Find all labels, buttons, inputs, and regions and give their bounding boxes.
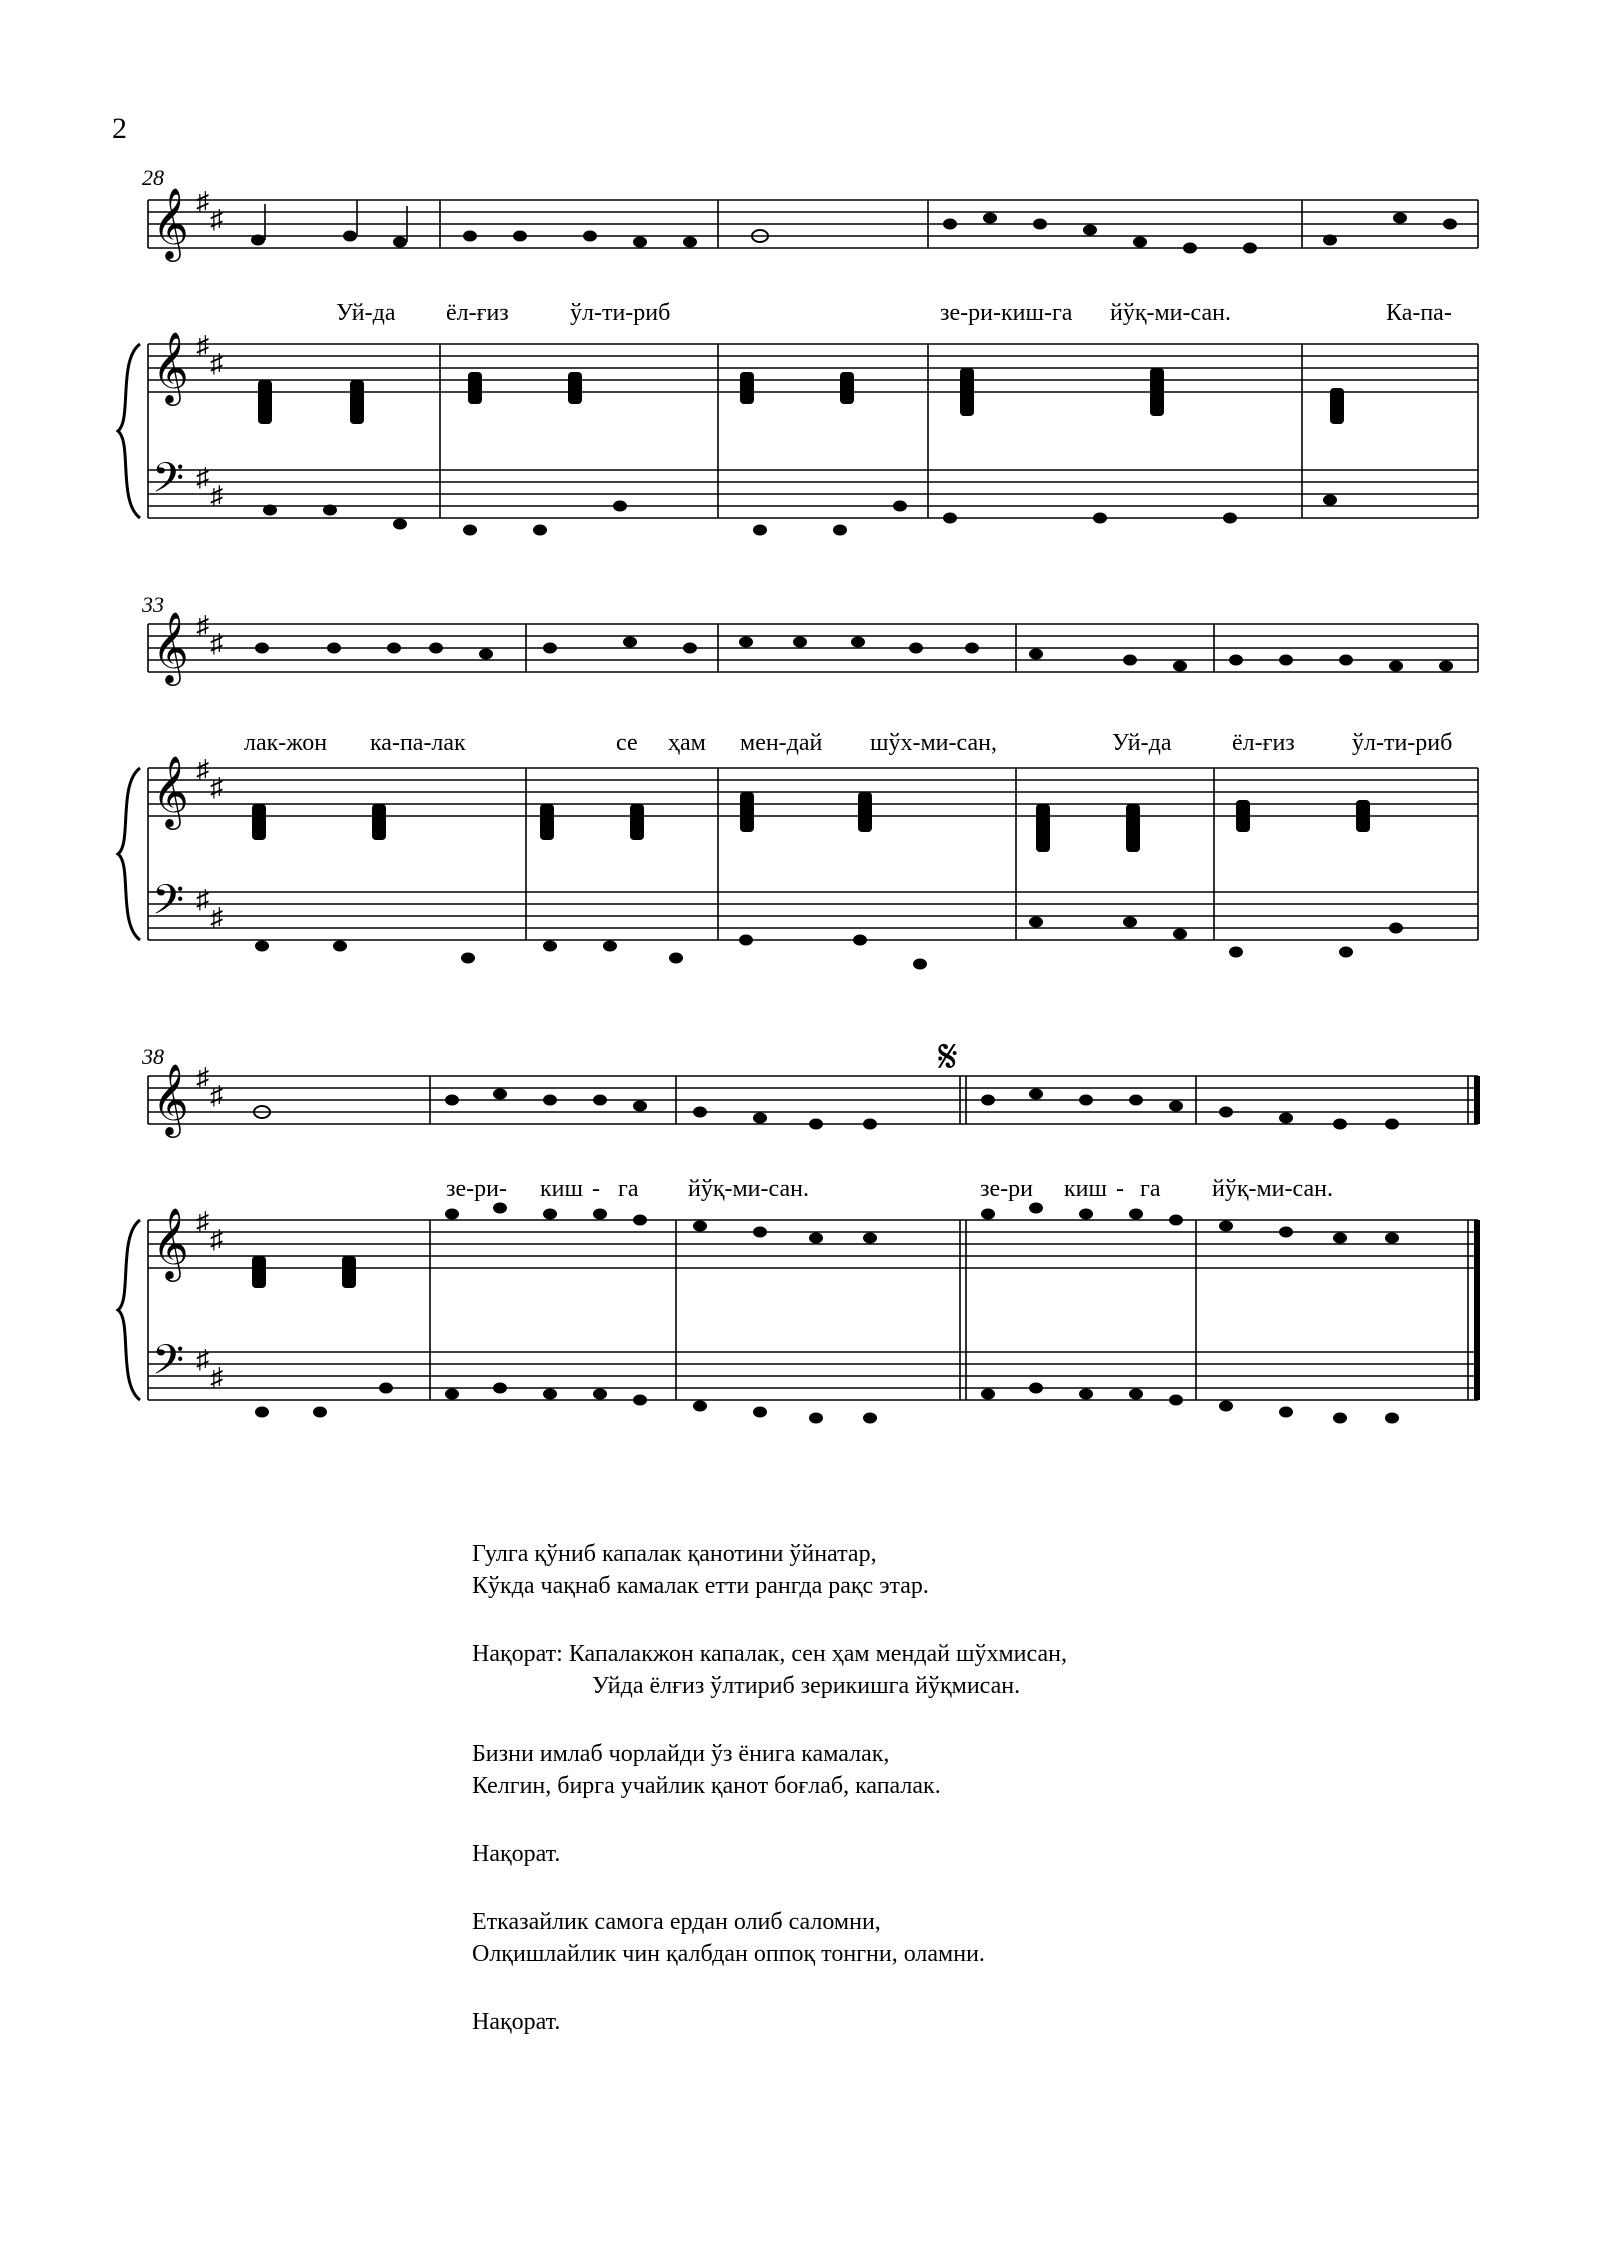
- lyric: ёл-ғиз: [446, 300, 509, 326]
- verse-line: Олқишлайлик чин қалбдан оппоқ тонгни, оламни.: [472, 1941, 985, 1967]
- svg-text:♯: ♯: [210, 1081, 223, 1110]
- svg-text:♯: ♯: [196, 611, 209, 640]
- lyric: Уй-да: [336, 300, 396, 326]
- svg-text:♯: ♯: [196, 755, 209, 784]
- page-number: 2: [112, 112, 127, 145]
- svg-text:♯: ♯: [196, 463, 209, 492]
- treble-clef-icon: 𝄞: [152, 334, 189, 402]
- lyric: ўл-ти-риб: [1352, 730, 1453, 756]
- lyric: ка-па-лак: [370, 730, 466, 756]
- lyric: зе-ри-: [446, 1176, 507, 1202]
- svg-text:♯: ♯: [196, 1063, 209, 1092]
- svg-text:𝄢: 𝄢: [152, 877, 185, 933]
- lyric: -: [592, 1176, 600, 1202]
- svg-text:♯: ♯: [196, 331, 209, 360]
- treble-clef-icon: 𝄞: [152, 190, 189, 258]
- svg-text:♯: ♯: [210, 773, 223, 802]
- chorus-text: Капалакжон капалак, сен ҳам мендай шўхмисан,: [568, 1641, 1067, 1667]
- lyric: лак-жон: [244, 730, 328, 756]
- lyric: се: [616, 730, 638, 756]
- lyric: зе-ри-киш-га: [940, 300, 1073, 326]
- lyric: мен-дай: [740, 730, 823, 756]
- svg-text:♯: ♯: [196, 1207, 209, 1236]
- lyric: ҳам: [668, 730, 706, 756]
- lyric: га: [618, 1176, 639, 1202]
- lyric: га: [1140, 1176, 1161, 1202]
- svg-text:♯: ♯: [196, 1345, 209, 1374]
- lyric: йўқ-ми-сан.: [1110, 300, 1231, 326]
- verse-line: Гулга қўниб капалак қанотини ўйнатар,: [472, 1541, 877, 1567]
- measure-number: 33: [142, 592, 164, 617]
- verses-text: [472, 1538, 1067, 2038]
- svg-text:𝄞: 𝄞: [152, 1210, 189, 1278]
- lyric: шўх-ми-сан,: [870, 730, 997, 756]
- refrain-marker: Нақорат.: [472, 1841, 561, 1867]
- lyric: -: [1116, 1176, 1124, 1202]
- lyric: киш: [1064, 1176, 1107, 1202]
- lyric: йўқ-ми-сан.: [1212, 1176, 1333, 1202]
- svg-text:♯: ♯: [196, 885, 209, 914]
- segno-icon: 𝄋: [938, 1031, 958, 1082]
- svg-text:𝄞: 𝄞: [152, 758, 189, 826]
- lyric: ёл-ғиз: [1232, 730, 1295, 756]
- verse-line: Бизни имлаб чорлайди ўз ёнига камалак,: [472, 1741, 890, 1767]
- chorus-line: Уйда ёлғиз ўлтириб зерикишга йўқмисан.: [592, 1673, 1021, 1699]
- verse-line: Келгин, бирга учайлик қанот боғлаб, капалак.: [472, 1773, 941, 1799]
- svg-text:♯: ♯: [210, 1225, 223, 1254]
- lyric: Уй-да: [1112, 730, 1172, 756]
- svg-text:𝄞: 𝄞: [152, 1066, 189, 1134]
- svg-text:𝄢: 𝄢: [152, 1337, 185, 1393]
- lyric: киш: [540, 1176, 583, 1202]
- chorus-label: Нақорат:: [472, 1641, 563, 1667]
- svg-text:♯: ♯: [210, 205, 223, 234]
- verse-line: Кўкда чақнаб камалак етти рангда рақс этар.: [472, 1573, 929, 1599]
- lyric: Ка-па-: [1386, 300, 1452, 326]
- bass-clef-icon: 𝄢: [152, 455, 185, 511]
- svg-text:𝄞: 𝄞: [152, 614, 189, 682]
- lyric: зе-ри: [980, 1176, 1033, 1202]
- svg-text:♯: ♯: [210, 349, 223, 378]
- svg-text:♯: ♯: [210, 903, 223, 932]
- svg-text:♯: ♯: [196, 187, 209, 216]
- chorus-line: [472, 1638, 1067, 1670]
- svg-text:♯: ♯: [210, 481, 223, 510]
- verse-line: Етказайлик самога ердан олиб саломни,: [472, 1909, 881, 1935]
- svg-text:♯: ♯: [210, 1363, 223, 1392]
- lyric: ўл-ти-риб: [570, 300, 671, 326]
- measure-number: 28: [142, 165, 164, 190]
- svg-text:♯: ♯: [210, 629, 223, 658]
- measure-number: 38: [142, 1044, 164, 1069]
- lyric: йўқ-ми-сан.: [688, 1176, 809, 1202]
- refrain-marker: Нақорат.: [472, 2009, 561, 2035]
